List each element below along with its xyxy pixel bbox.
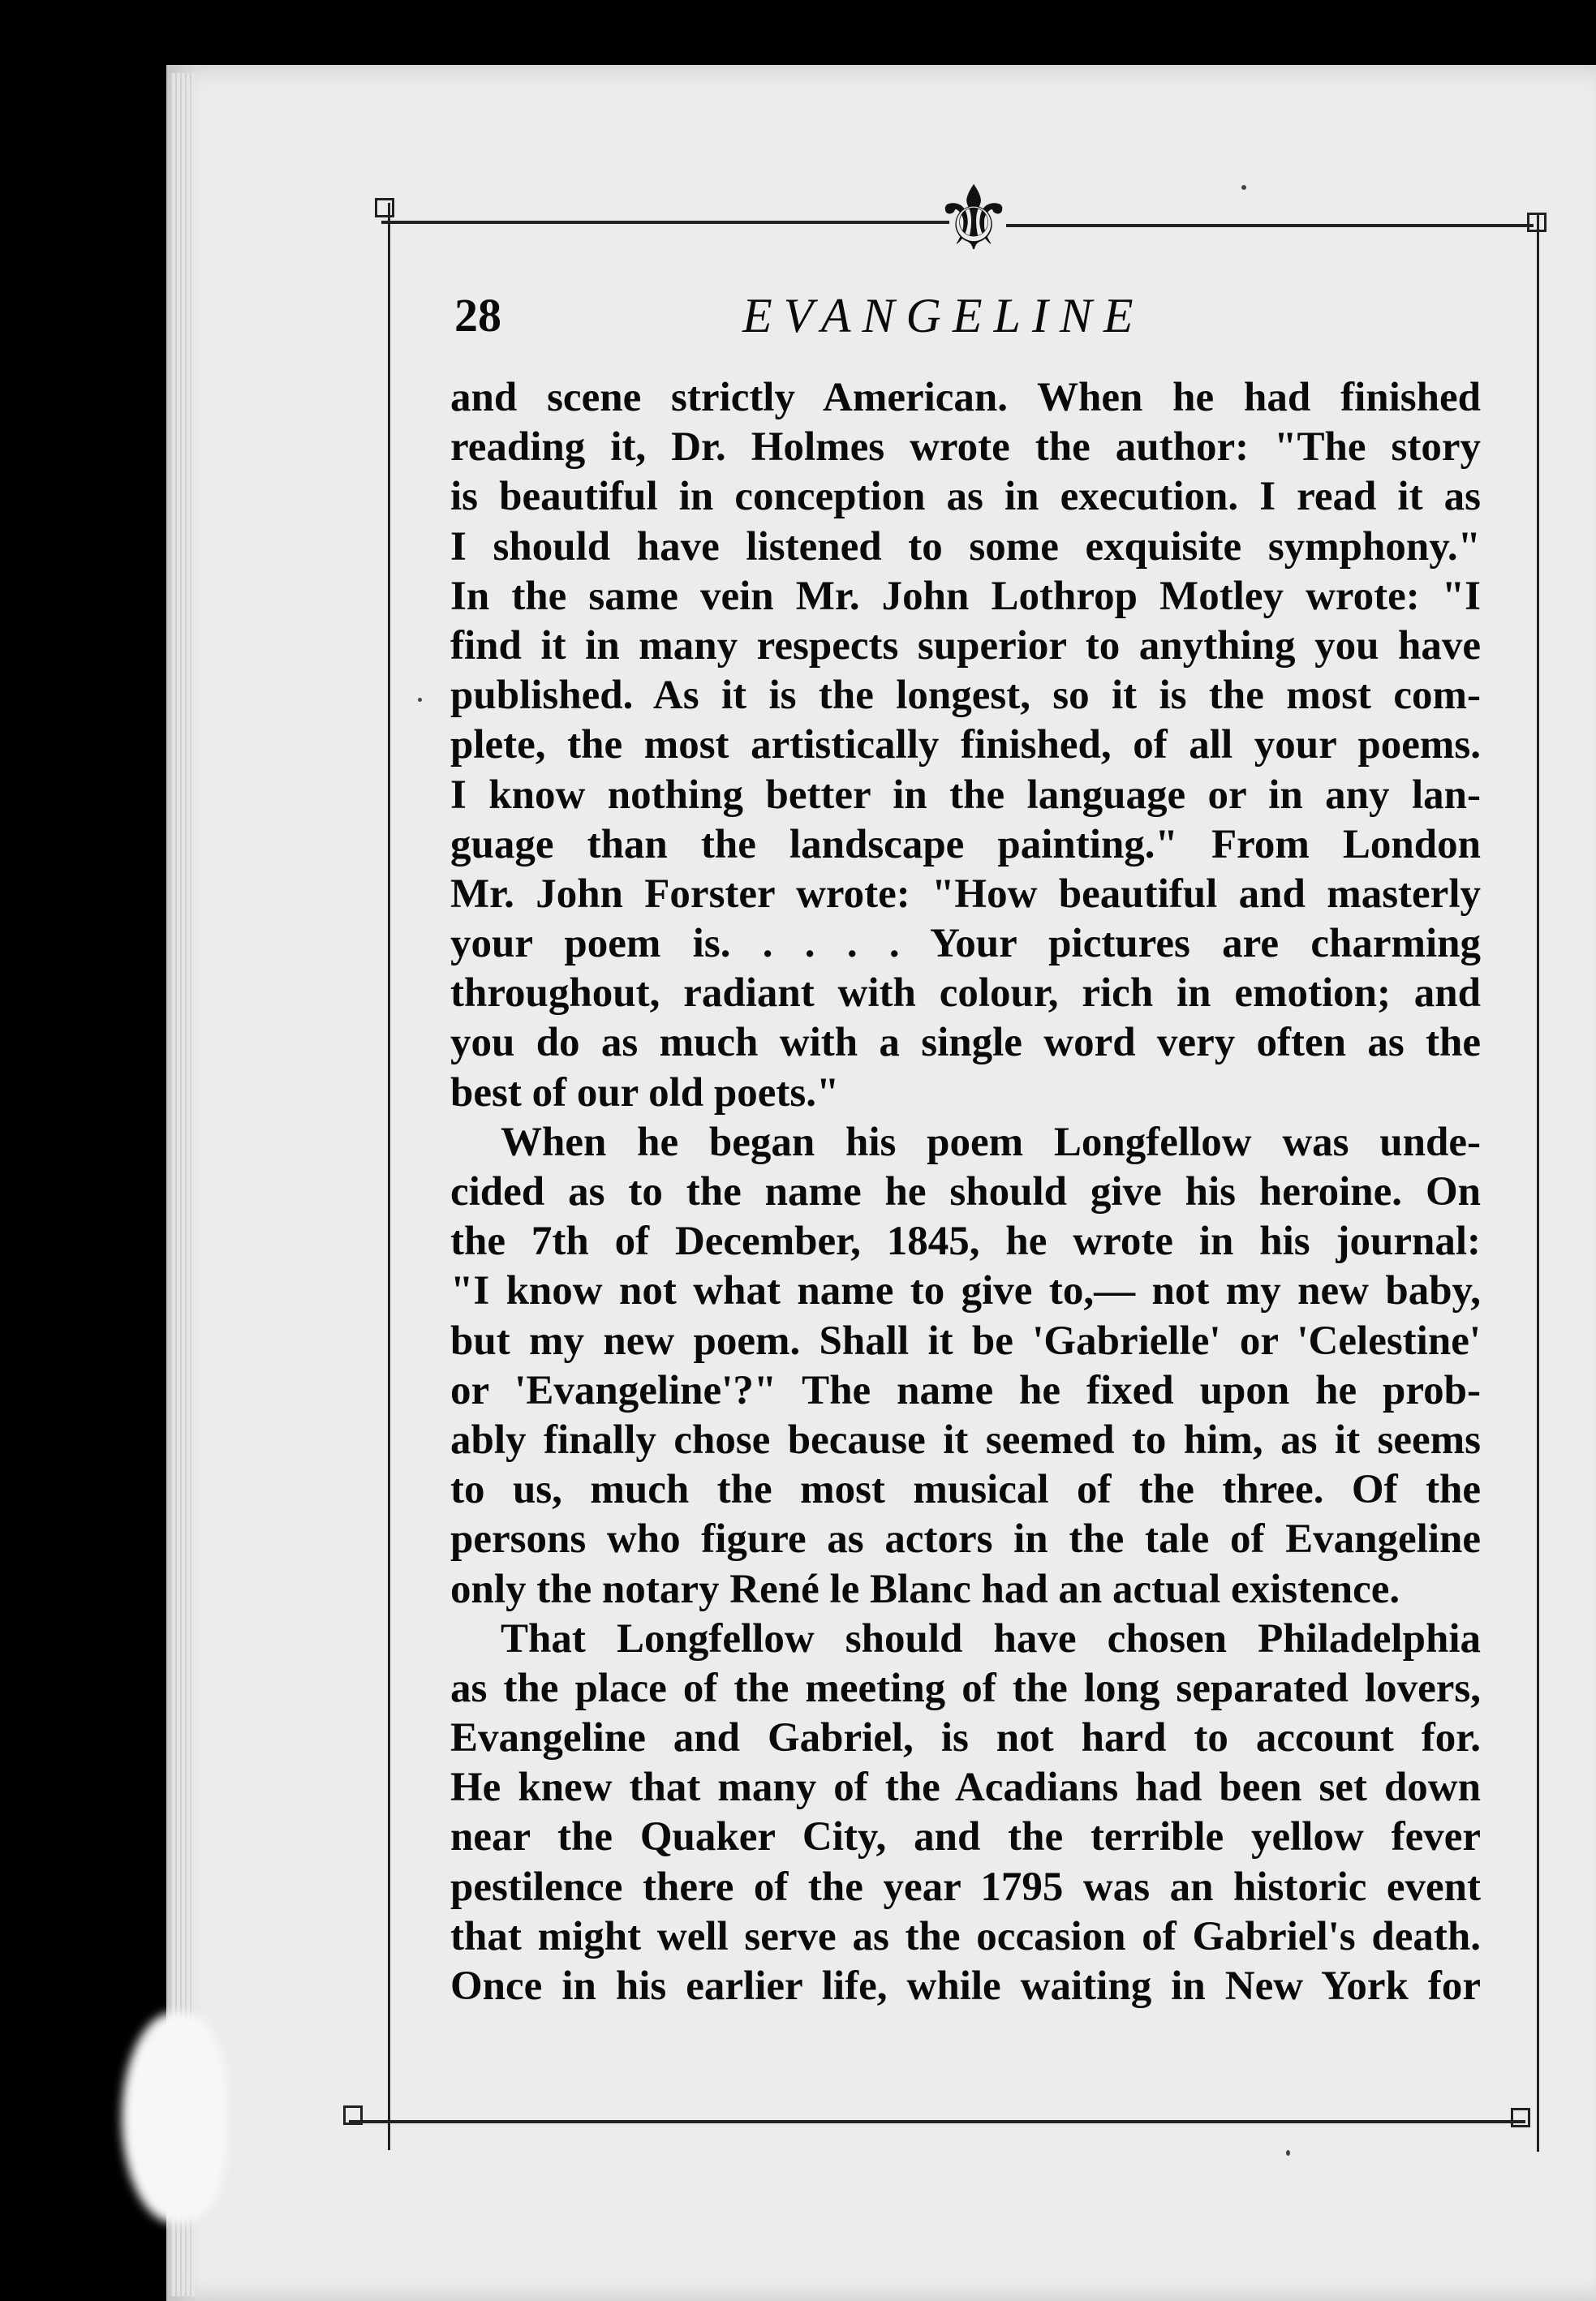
text-line: persons who figure as actors in the tale of Evangeline	[450, 1516, 1481, 1563]
frame-corner-bottom-right	[1511, 2108, 1530, 2127]
scan-speck	[1241, 185, 1246, 190]
text-line: "I know not what name to give to,— not my new baby,	[450, 1268, 1481, 1314]
text-line: and scene strictly American. When he had finished	[450, 375, 1481, 420]
text-line: to us, much the most musical of the three. Of the	[450, 1467, 1481, 1513]
text-line: best of our old poets."	[450, 1069, 840, 1116]
frame-right-rule	[1537, 213, 1539, 2152]
text-line: throughout, radiant with colour, rich in emotion; and	[450, 970, 1481, 1017]
text-line: your poem is. . . . . Your pictures are charming	[450, 921, 1481, 967]
text-line: Once in his earlier life, while waiting in New York for	[450, 1963, 1481, 2009]
text-line: that might well serve as the occasion of Gabriel's death.	[450, 1913, 1481, 1959]
text-line: but my new poem. Shall it be 'Gabrielle' or 'Celestine'	[450, 1318, 1481, 1364]
text-line: near the Quaker City, and the terrible yellow fever	[450, 1814, 1481, 1860]
text-line: only the notary René le Blanc had an actual existence.	[450, 1566, 1400, 1612]
text-line: He knew that many of the Acadians had been set down	[450, 1765, 1481, 1811]
text-line: pestilence there of the year 1795 was an historic event	[450, 1864, 1481, 1910]
frame-top-rule-left	[381, 221, 949, 224]
text-line: the 7th of December, 1845, he wrote in his journal:	[450, 1219, 1481, 1265]
body-text	[450, 373, 1481, 2011]
text-line: Mr. John Forster wrote: "How beautiful and masterly	[450, 871, 1481, 917]
text-line: reading it, Dr. Holmes wrote the author: "The story	[450, 424, 1481, 471]
fleur-de-lis-icon: ⚜	[933, 170, 1014, 269]
text-line: is beautiful in conception as in execution. I read it as	[450, 474, 1481, 520]
page-curl-highlight	[122, 2012, 227, 2223]
frame-corner-bottom-left	[343, 2105, 363, 2125]
running-title: EVANGELINE	[742, 289, 1145, 342]
text-line: plete, the most artistically finished, of all your poems.	[450, 722, 1481, 768]
scan-speck	[418, 698, 422, 702]
text-line: cided as to the name he should give his heroine. On	[450, 1169, 1481, 1215]
text-line: Evangeline and Gabriel, is not hard to account for.	[450, 1715, 1481, 1761]
text-line: you do as much with a single word very often as the	[450, 1020, 1481, 1066]
text-line: That Longfellow should have chosen Philadelphia	[501, 1615, 1481, 1662]
running-header	[454, 288, 1509, 361]
text-line: I know nothing better in the language or in any lan-	[450, 772, 1481, 818]
text-line: When he began his poem Longfellow was unde-	[501, 1119, 1481, 1165]
text-line: guage than the landscape painting." From London	[450, 821, 1481, 867]
text-line: ably finally chose because it seemed to him, as it seems	[450, 1417, 1481, 1463]
page-number: 28	[454, 289, 501, 342]
text-line: find it in many respects superior to anything you have	[450, 622, 1481, 669]
frame-left-rule	[388, 203, 390, 2150]
text-line: published. As it is the longest, so it is the most com-	[450, 673, 1481, 719]
scan-speck	[1286, 2150, 1290, 2156]
page-stack-edge	[170, 73, 195, 2296]
frame-top-rule-right	[1006, 224, 1534, 227]
text-line: or 'Evangeline'?" The name he fixed upon he prob-	[450, 1367, 1481, 1413]
frame-corner-top-left	[375, 198, 394, 217]
frame-bottom-rule	[349, 2120, 1525, 2123]
text-line: In the same vein Mr. John Lothrop Motley wrote: "I	[450, 573, 1481, 619]
text-line: as the place of the meeting of the long separated lovers,	[450, 1665, 1481, 1711]
frame-corner-top-right	[1527, 213, 1547, 232]
text-line: I should have listened to some exquisite symphony."	[450, 523, 1481, 570]
